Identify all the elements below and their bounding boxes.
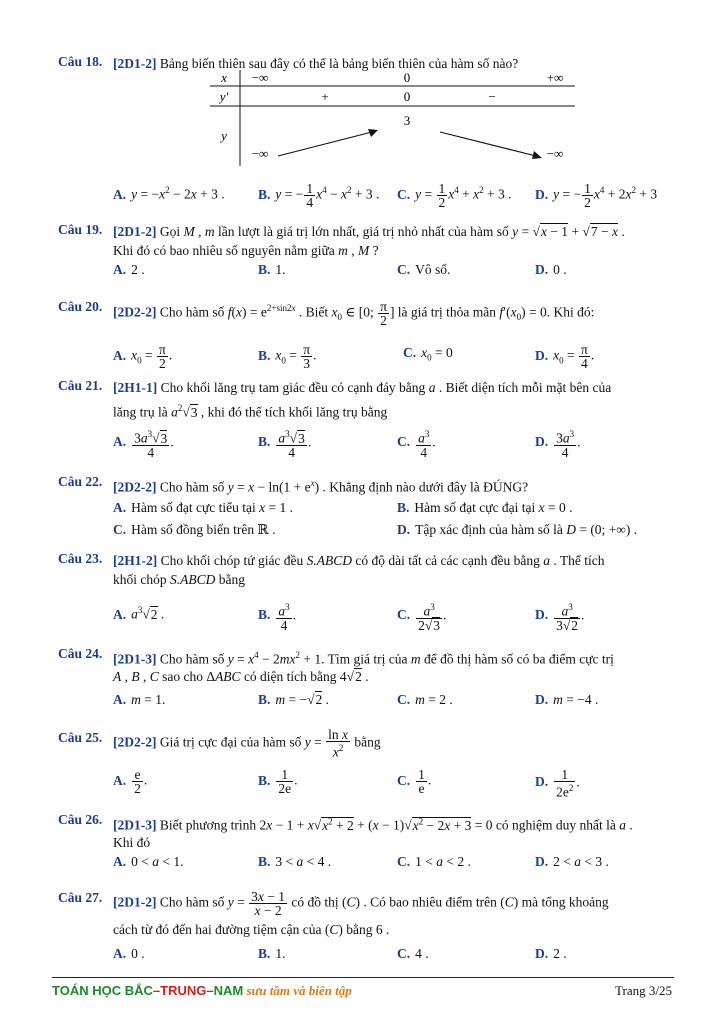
question-tag: [2H1-2] — [113, 553, 158, 568]
option-b[interactable]: B. $\frac{a^3}{4}$ . — [258, 602, 297, 633]
option-c[interactable]: C. $\frac{1}{e}$ . — [397, 767, 432, 796]
option-c[interactable]: C. $\frac{a^3}{4}$ . — [397, 429, 436, 460]
question-text-line2: cách từ đó đến hai đường tiệm cận của (C) bằng 6 . — [113, 922, 390, 937]
option-d[interactable]: D. $\frac{a^3}{3√2}$ . — [535, 602, 585, 633]
table-x-value: −∞ — [251, 70, 269, 85]
option-d[interactable]: D. m = −4 . — [535, 692, 599, 707]
table-y-value: −∞ — [251, 146, 269, 161]
option-d[interactable]: D. 0 . — [535, 262, 567, 277]
table-sign: − — [488, 89, 496, 104]
table-y-label: y — [221, 128, 227, 143]
option-d[interactable]: D. $x_0$ = $\frac{\pi}{4}$ . — [535, 342, 595, 371]
question-text: [2D1-3] Biết phương trình $2x - 1 + x√x^2 + 2 + (x - 1)√x^2 - 2x + 3 = 0$ có nghiệm duy nhất là a . — [113, 816, 633, 833]
question-tag: [2D2-2] — [113, 734, 157, 750]
question-text: [2D1-2] Cho hàm số y = $\frac{3x - 1}{x - 2}$ có đồ thị (C) . Có bao nhiêu điểm trên (C) mà tổng khoảng — [113, 889, 609, 918]
question-label: Câu 24. — [58, 646, 103, 661]
option-a[interactable]: A. $a^3√2$ . — [113, 605, 165, 622]
option-a[interactable]: A. $\frac{3a^3√3}{4}$ . — [113, 429, 174, 460]
option-a[interactable]: A. 2 . — [113, 262, 145, 277]
question-tag: [2D2-2] — [113, 304, 157, 320]
option-c[interactable]: C. y = $\frac{1}{2}$ $x^4 + x^2 + 3$ . — [397, 180, 512, 210]
option-b[interactable]: B. $\frac{a^3√3}{4}$ . — [258, 429, 312, 460]
question-text: [2D1-2] Gọi M , m lần lượt là giá trị lớn nhất, giá trị nhỏ nhất của hàm số y = √x − 1 + √7 − x . — [113, 224, 625, 239]
variation-table — [210, 70, 575, 166]
option-a[interactable]: A. Hàm số đạt cực tiểu tại x = 1 . — [113, 500, 294, 515]
question-text: [2D1-2] Bảng biến thiên sau đây có thể là bảng biến thiên của hàm số nào? — [113, 56, 519, 71]
option-b[interactable]: B. $x_0$ = $\frac{\pi}{3}$ . — [258, 342, 317, 371]
option-a[interactable]: A. $y = -x^2 - 2x + 3$ . — [113, 185, 225, 202]
option-d[interactable]: D. $\frac{3a^3}{4}$ . — [535, 429, 581, 460]
option-a[interactable]: A. 0 . — [113, 946, 145, 961]
option-c[interactable]: C. m = 2 . — [397, 692, 453, 707]
option-b[interactable]: B. 3 < a < 4 . — [258, 854, 332, 869]
table-x-value: +∞ — [546, 70, 564, 85]
question-tag: [2H1-1] — [113, 380, 158, 395]
question-tag: [2D1-2] — [113, 224, 157, 239]
question-label: Câu 22. — [58, 474, 103, 489]
question-text: [2D1-3] Cho hàm số $y = x^4 - 2mx^2 + 1$. Tìm giá trị của m để đồ thị hàm số có ba điểm cực trị — [113, 650, 614, 667]
question-label: Câu 21. — [58, 378, 103, 393]
question-text: [2H1-1] Cho khối lăng trụ tam giác đều có cạnh đáy bằng a . Biết diện tích mỗi mặt bên của — [113, 380, 612, 395]
question-label: Câu 25. — [58, 730, 103, 745]
option-c[interactable]: C. $x_0 = 0$ — [403, 345, 453, 363]
table-x-value: 0 — [403, 70, 411, 85]
page-number: Trang 3/25 — [615, 983, 672, 998]
option-b[interactable]: B. y = − $\frac{1}{4}$ $x^4 - x^2 + 3$ . — [258, 180, 380, 210]
option-d[interactable]: D. Tập xác định của hàm số là D = (0; +∞) . — [397, 522, 638, 537]
question-label: Câu 20. — [58, 299, 103, 314]
question-label: Câu 27. — [58, 890, 103, 905]
option-b[interactable]: B. Hàm số đạt cực đại tại x = 0 . — [397, 500, 573, 515]
option-b[interactable]: B. m = −√2 . — [258, 692, 330, 707]
option-a[interactable]: A. $\frac{e}{2}$ . — [113, 767, 148, 796]
table-y-value: 3 — [403, 113, 411, 128]
question-text-line2: lăng trụ là $a^2√3$ , khi đó thể tích khối lăng trụ bằng — [113, 403, 388, 420]
option-b[interactable]: B. 1. — [258, 946, 286, 961]
arrow-head — [532, 151, 542, 159]
increasing-arrow — [278, 132, 372, 156]
question-text-line2: khối chóp S.ABCD bằng — [113, 572, 245, 587]
arrow-head — [368, 129, 378, 137]
question-text-line2: A , B , C sao cho ΔABC có diện tích bằng 4√2 . — [113, 669, 369, 684]
option-d[interactable]: D. y = − $\frac{1}{2}$ $x^4 + 2x^2 + 3$ — [535, 180, 658, 210]
table-x-label: x — [221, 70, 227, 85]
question-label: Câu 26. — [58, 812, 103, 827]
option-a[interactable]: A. 0 < a < 1. — [113, 854, 184, 869]
question-tag: [2D1-2] — [113, 56, 157, 71]
question-text: [2D2-2] Giá trị cực đại của hàm số y = $\frac{\text{ln x}}{x^2}$ bằng — [113, 727, 381, 760]
option-d[interactable]: D. $\frac{1}{2e^2}$ . — [535, 767, 580, 800]
question-text: [2D2-2] Cho hàm số $y = x - \ln(1 + e^x)$ . Khẳng định nào dưới đây là ĐÚNG? — [113, 478, 529, 495]
option-d[interactable]: D. 2 < a < 3 . — [535, 854, 609, 869]
option-b[interactable]: B. 1. — [258, 262, 286, 277]
option-a[interactable]: A. $x_0$ = $\frac{\pi}{2}$ . — [113, 342, 173, 371]
question-text-line2: Khi đó — [113, 835, 151, 850]
question-tag: [2D1-3] — [113, 651, 157, 667]
question-text-line2: Khi đó có bao nhiêu số nguyên nằm giữa m , M ? — [113, 243, 379, 258]
question-text: [2D2-2] Cho hàm số $f(x) = e^{2+sin2x}$ . Biết $x_0$ ∈ [0; $\frac{\pi}{2}$ ] là giá trị thỏa mãn $f'(x_0) = 0$. Khi đó: — [113, 298, 595, 328]
option-c[interactable]: C. Vô số. — [397, 262, 451, 277]
question-tag: [2D2-2] — [113, 479, 157, 495]
table-sign: 0 — [403, 89, 411, 104]
option-b[interactable]: B. $\frac{1}{2e}$ . — [258, 767, 298, 796]
table-yprime-label: y' — [219, 89, 229, 104]
footer-divider — [52, 977, 674, 978]
footer-brand: TOÁN HỌC BẮC–TRUNG–NAM sưu tầm và biên tập — [52, 983, 352, 998]
table-y-value: −∞ — [546, 146, 564, 161]
question-tag: [2D1-2] — [113, 894, 157, 910]
option-c[interactable]: C. Hàm số đồng biến trên ℝ . — [113, 522, 276, 537]
question-label: Câu 23. — [58, 551, 103, 566]
option-d[interactable]: D. 2 . — [535, 946, 567, 961]
option-c[interactable]: C. $\frac{a^3}{2√3}$ . — [397, 602, 447, 633]
option-c[interactable]: C. 1 < a < 2 . — [397, 854, 471, 869]
table-sign: + — [321, 89, 329, 104]
question-tag: [2D1-3] — [113, 817, 157, 833]
option-a[interactable]: A. m = 1. — [113, 692, 166, 707]
option-c[interactable]: C. 4 . — [397, 946, 429, 961]
question-label: Câu 19. — [58, 222, 103, 237]
question-text: [2H1-2] Cho khối chóp tứ giác đều S.ABCD có độ dài tất cả các cạnh đều bằng a . Thể tích — [113, 553, 605, 568]
question-label: Câu 18. — [58, 54, 103, 69]
decreasing-arrow — [440, 132, 536, 156]
